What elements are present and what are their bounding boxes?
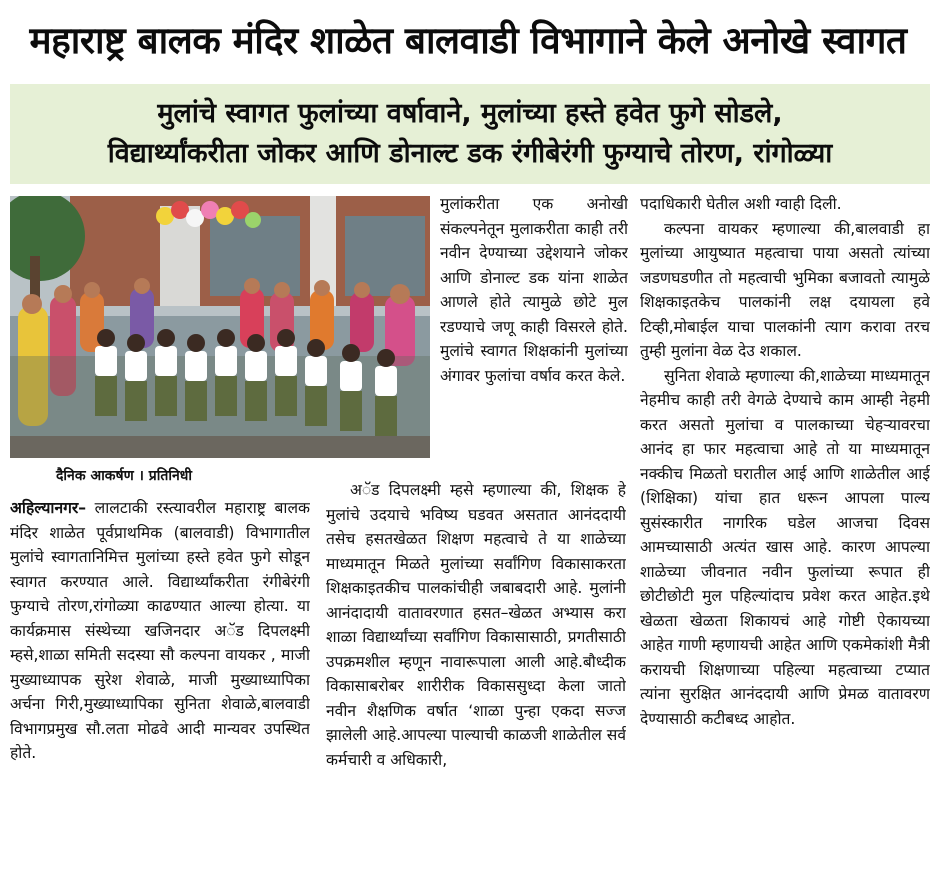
dateline: अहिल्यानगर– [10,499,87,517]
article-column-1 [10,496,310,876]
article-column-2 [326,478,626,874]
article-text: लालटाकी रस्त्यावरील महाराष्ट्र बालक मंदिर शाळेत पूर्वप्राथमिक (बालवाडी) विभागातील मुलांचे स्वागतानिमित्त मुलांच्या हस्ते हवेत फुगे सोडून स्वागत करण्यात आले. विद्यार्थ्यांकरीता रंगीबेरंगी फुग्याचे तोरण,रांगोळ्या काढण्यात आल्या होत्या. या कार्यक्रमास संस्थेच्या खजिनदार अॅड दिपलक्ष्मी म्हसे,शाळा समिती सदस्या सौ कल्पना वायकर , माजी मुख्याध्यापक सुरेश शेवाळे, माजी मुख्याध्यापिका अर्चना गिरी,मुख्याध्यापिका सुनिता शेवाळे,बालवाडी विभागप्रमुख सौ.लता मोढवे आदी मान्यवर उपस्थित होते. [10,499,310,762]
headline: महाराष्ट्र बालक मंदिर शाळेत बालवाडी विभागाने केले अनोखे स्वागत [29,19,907,62]
subheadline [10,84,930,184]
children-event-photo [10,196,430,458]
article-paragraph: मुलांकरीता एक अनोखी संकल्पनेतून मुलाकरीता काही तरी नवीन देण्याच्या उद्देशयाने जोकर आणि डोनाल्ट डक यांना शाळेत आणले होते त्यामुळे छोटे मुल रडण्याचे जणू काही विसरले होते. मुलांचे स्वागत शिक्षकांनी मुलांच्या अंगावर फुलांचा वर्षाव करत केले. [440,195,628,385]
byline-caption: दैनिक आकर्षण । प्रतिनिधी [56,468,192,484]
subheadline-line-1: मुलांचे स्वागत फुलांच्या वर्षावाने, मुलांच्या हस्ते हवेत फुगे सोडले, [157,98,783,129]
article-paragraph: अॅड दिपलक्ष्मी म्हसे म्हणाल्या की, शिक्षक हे मुलांचे उदयाचे भविष्य घडवत असतात आनंददायी तसेच हसतखेळत शिक्षण महत्वाचे ते या शाळेच्या माध्यमातून मिळते मुलांच्या सर्वांगिण विकासाकरता शिक्षकाइतकीच पालकांचीही जबाबदारी आहे. मुलांनी आनंदादायी वातावरणात हसत–खेळत अभ्यास करा शाळा विद्यार्थ्यांच्या सर्वांगिण विकासासाठी, प्रगतीसाठी उपक्रमशील म्हणून नावारूपाला आली आहे.बौध्दीक विकासाबरोबर शारीरीक विकाससुध्दा केला जातो नवीन शैक्षणिक वर्षात ‘शाळा पुन्हा एकदा सज्ज झालेली आहे.आपल्या पाल्याची काळजी शाळेतील सर्व कर्मचारी व अधिकारी, [326,481,626,769]
article-paragraph [10,496,310,766]
subheadline-line-2: विद्यार्थ्यांकरीता जोकर आणि डोनाल्ट डक रंगीबेरंगी फुग्याचे तोरण, रांगोळ्या [107,138,833,169]
article-paragraph: सुनिता शेवाळे म्हणाल्या की,शाळेच्या माध्यमातून नेहमीच काही तरी वेगळे देण्याचे काम आम्ही नेहमी करत असतो मुलांचा व पालकाच्या चेहऱ्यावरचा आनंद हा फार महत्वाचा आहे तो या माध्यमातून नक्कीच मिळतो घरातील आई आणि शाळेतील आई (शिक्षिका) यांचा हात धरून आपला पाल्य सुसंस्कारीत नागरिक घडेल आजचा दिवस आमच्यासाठी अत्यंत खास आहे. कारण आपल्या शाळेच्या जीवनात नवीन फुलांच्या रूपात ही छोटीछोटी मुल पहिल्यांदाच प्रवेश करत आहेत.इथे खेळता खेळता शिकायचं आहे गोष्टी ऐकायच्या आहेत गाणी म्हणायची आहेत आणि एकमेकांशी मैत्री करायची शिक्षणाच्या पहिल्या महत्वाच्या टप्यात त्यांना सुरक्षित आनंददायी आणि प्रेमळ वातावरण देण्यासाठी कटीबध्द आहोत. [640,366,930,728]
article-column-3 [640,192,930,876]
photo-illustration [10,196,430,458]
article-paragraph: पदाधिकारी घेतील अशी ग्वाही दिली. [640,195,842,213]
article-paragraph: कल्पना वायकर म्हणाल्या की,बालवाडी हा मुलांच्या आयुष्यात महत्वाचा पाया असतो त्यांच्या जडणघडणीत तो महत्वाची भुमिका बजावतो त्यामुळे शिक्षकाइतकेच पालकांनी लक्ष दयायला हवे टिव्ही,मोबाईल याचा पालकांनी त्याग करावा तरच तुम्ही मुलांना वेळ देउ शकाल. [640,219,930,360]
article-column-2-top [440,192,628,478]
